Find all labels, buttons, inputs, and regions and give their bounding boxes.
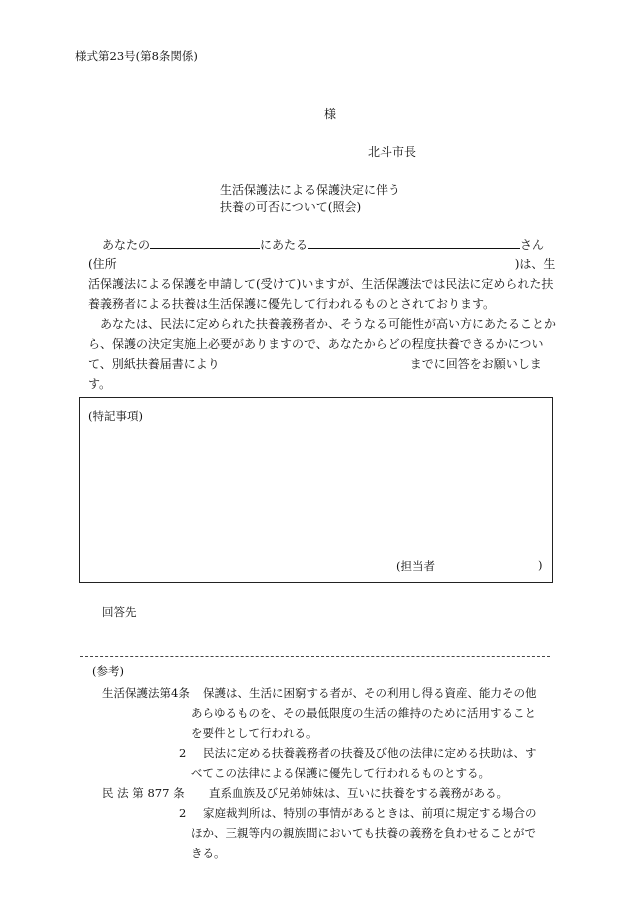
law1-item2-line1: 民法に定める扶養義務者の扶養及び他の法律に定める扶助は、す bbox=[203, 746, 537, 760]
body-line-8: す。 bbox=[88, 377, 112, 391]
text-address-close: )は、生 bbox=[514, 257, 556, 271]
text-reply-request: までに回答をお願いしま bbox=[409, 357, 542, 371]
text-anata-no: あなたの bbox=[102, 238, 151, 252]
body-line-3: 活保護法による保護を申請して(受けて)いますが、生活保護法では民法に定められた扶 bbox=[88, 277, 554, 291]
law2-item2-line1: 家庭裁判所は、特別の事情があるときは、前項に規定する場合の bbox=[203, 806, 537, 820]
law2-name: 民 法 第 877 条 bbox=[102, 786, 185, 800]
law1-item1-line1: 保護は、生活に困窮する者が、その利用し得る資産、能力その他 bbox=[203, 686, 537, 700]
reply-to-label: 回答先 bbox=[102, 605, 137, 619]
title-line-1: 生活保護法による保護決定に伴う bbox=[220, 183, 401, 197]
law2-item2-number: 2 bbox=[179, 806, 187, 820]
special-notes-label: (特記事項) bbox=[88, 409, 143, 423]
text-bessi: て、別紙扶養届書により bbox=[88, 357, 220, 371]
body-line-5 bbox=[88, 314, 557, 334]
law1-item2-number: 2 bbox=[179, 746, 187, 760]
body-line-6: ら、保護の決定実施上必要がありますので、あなたからどの程度扶養できるかについ bbox=[88, 337, 544, 351]
relationship-blank[interactable] bbox=[150, 234, 260, 249]
text-san: さん bbox=[520, 238, 545, 252]
law2-item2-line3: きる。 bbox=[191, 846, 226, 860]
law1-item1-line2: あらゆるものを、その最低限度の生活の維持のために活用すること bbox=[191, 706, 536, 720]
law2-item2-line2: ほか、三親等内の親族間においても扶養の義務を負わせることがで bbox=[191, 826, 536, 840]
text-ni-ataru: にあたる bbox=[260, 238, 309, 252]
officer-label: (担当者 bbox=[396, 559, 435, 573]
body-line-1 bbox=[88, 234, 548, 254]
person-name-blank[interactable] bbox=[308, 234, 520, 249]
form-number: 様式第23号(第8条関係) bbox=[75, 49, 198, 63]
text-body-p5: あなたは、民法に定められた扶養義務者か、そうなる可能性が高い方にあたることか bbox=[100, 317, 557, 331]
body-line-7 bbox=[88, 354, 548, 374]
body-line-4: 養義務者による扶養は生活保護に優先して行われるものとされております。 bbox=[88, 297, 496, 311]
title-line-2: 扶養の可否について(照会) bbox=[220, 200, 362, 214]
law1-name: 生活保護法第4条 bbox=[102, 686, 190, 700]
sender-name: 北斗市長 bbox=[368, 145, 417, 159]
special-notes-box[interactable] bbox=[79, 397, 553, 583]
text-address-open: (住所 bbox=[88, 257, 117, 271]
law1-item1-line3: を要件として行われる。 bbox=[191, 726, 318, 740]
body-paragraph bbox=[88, 234, 557, 394]
reference-label: (参考) bbox=[92, 664, 124, 678]
officer-close: ) bbox=[538, 558, 543, 572]
law2-item1: 直系血族及び兄弟姉妹は、互いに扶養をする義務がある。 bbox=[209, 786, 508, 800]
law1-item2-line2: べてこの法律による保護に優先して行われるものとする。 bbox=[191, 766, 490, 780]
body-line-2 bbox=[88, 254, 556, 274]
addressee-honorific: 様 bbox=[324, 107, 337, 121]
divider bbox=[80, 656, 550, 657]
